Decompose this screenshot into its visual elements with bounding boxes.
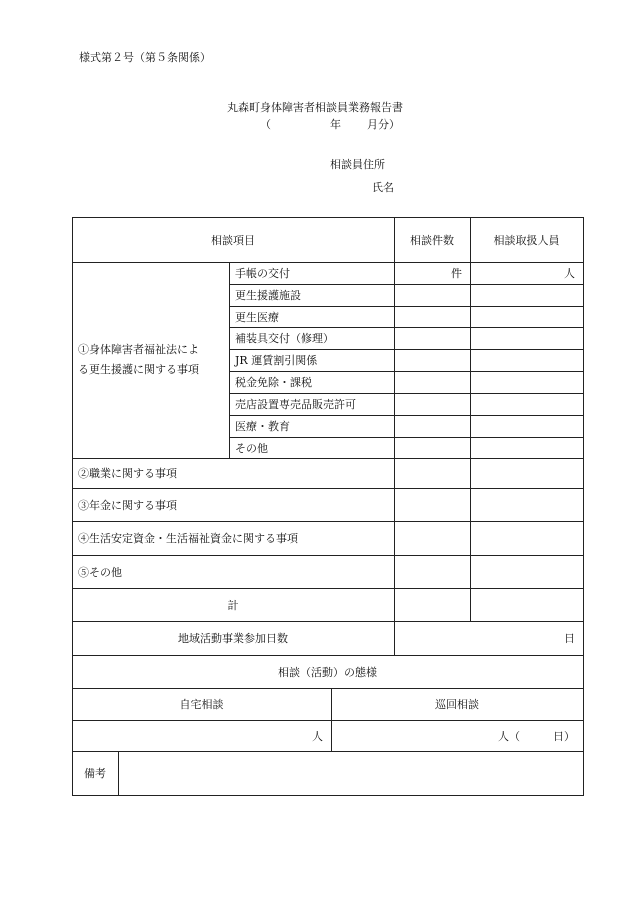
category-row: ⑤その他 [78,565,122,579]
home-consult-label: 自宅相談 [179,698,224,711]
sub-item: 売店設置専売品販売許可 [235,398,356,411]
remarks-label: 備考 [84,767,106,780]
form-number: 様式第２号（第５条関係） [79,51,211,64]
sub-item: 補装具交付（修理） [235,332,334,345]
activity-days-unit: 日 [564,632,575,645]
category-1 [72,262,229,458]
home-consult-unit: 人 [312,729,323,743]
remarks-field[interactable] [118,751,583,795]
sub-item: その他 [235,441,268,455]
category-row: ④生活安定資金・生活福祉資金に関する事項 [78,532,298,545]
header-count: 相談件数 [410,233,454,247]
unit-people: 人 [564,267,575,280]
total-label: 計 [227,598,239,612]
address-label: 相談員住所 [330,158,385,171]
sub-item: 更生援護施設 [235,289,301,302]
category-row: ②職業に関する事項 [78,467,177,480]
patrol-consult-unit: 人（ 日） [498,729,575,743]
name-label: 氏名 [372,181,394,194]
category-1-line-1: ①身体障害者福祉法によ [78,343,199,356]
activity-days-label: 地域活動事業参加日数 [178,632,288,645]
patrol-consult-label: 巡回相談 [435,698,479,711]
period-month: 月分） [367,118,400,131]
sub-item: 税金免除・課税 [235,376,312,389]
form-title: 丸森町身体障害者相談員業務報告書 [227,101,403,114]
sub-item: 更生医療 [235,310,279,324]
mode-label: 相談（活動）の態様 [278,665,377,679]
category-1-line-2: る更生援護に関する事項 [78,363,199,376]
period-year: 年 [330,118,341,131]
period-open: （ [260,118,271,131]
sub-item: 手帳の交付 [235,267,290,280]
sub-item: 医療・教育 [235,420,290,433]
header-item: 相談項目 [211,233,255,247]
category-row: ③年金に関する事項 [78,498,177,512]
unit-count: 件 [451,267,462,280]
header-people: 相談取扱人員 [493,233,560,247]
sub-item: JR 運賃割引関係 [235,354,318,367]
